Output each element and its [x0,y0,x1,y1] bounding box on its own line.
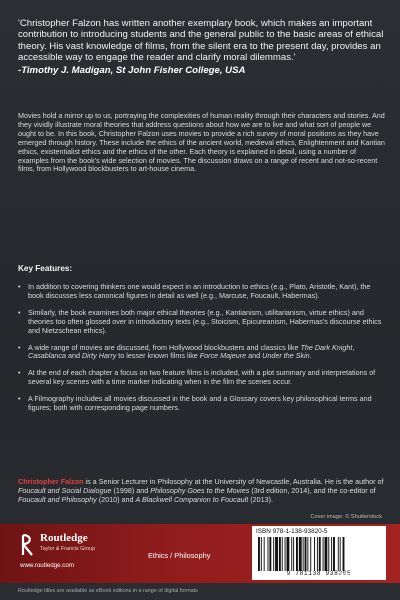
text-segment: . [309,351,312,361]
ebook-footer-note: Routledge titles are available as eBook editions in a range of digital formats [18,588,198,594]
italic-title: Casablanca [28,351,66,361]
text-segment: and [246,351,263,361]
text-segment: (2010) and [96,494,136,504]
publisher-group: Taylor & Francis Group [40,546,96,552]
italic-title: Philosophy Goes to the Movies [150,485,250,495]
bullet-icon: • [18,307,21,317]
publisher-url[interactable]: www.routledge.com [20,562,74,569]
text-segment: (1998) and [111,485,151,495]
italic-title: A Blackwell Companion to Foucault [135,494,249,504]
endorsement-quote [18,18,384,76]
quote-text: 'Christopher Falzon has written another exemplary book, which makes an important contribution to introducing students and the general public to the basic areas of ethical theory. His vast knowledge of films, from the silent era to the present day, provides an accessible way to engage the reader and clarify moral dilemmas.' [18,18,384,64]
italic-title: Dirty Harry [81,351,117,361]
feature-text [28,343,354,361]
italic-title: Under the Skin [262,351,310,361]
book-description: Movies hold a mirror up to us, portraying the complexities of human reality through their characters and stories. And they vividly illustrate moral theories that address questions about how we are to live and what sort of people we ought to be. In this book, Christopher Falzon uses movies to provide a rich survey of moral positions as they have emerged through history. These include the ethics of the ancient world, medieval ethics, Enlightenment and Kantian ethics, existentialist ethics and the ethics of the other. Each theory is explained in detail, using a number of examples from the book's wide selection of movies. The discussion draws on a range of recent and not-so-recent films, from Hollywood blockbusters to art-house cinema. [18,111,385,174]
bullet-icon: • [18,368,21,378]
key-features-list [18,283,384,421]
feature-text [28,368,375,386]
barcode-icon [256,537,382,571]
feature-text [28,394,372,412]
feature-item [18,344,384,362]
isbn-label: ISBN 978-1-138-93820-5 [256,528,328,535]
feature-item [18,309,384,336]
text-segment: Similarly, the book examines both major ethical theories (e.g., Kantianism, utilitarianism, virtue ethics) and theories too often glossed over in introductory texts (e.g., Stoicism, Epicureanism, Habermas's discourse ethics and Nietzschean ethics). [28,307,382,335]
italic-title: Foucault and Social Dialogue [18,485,112,495]
italic-title: Foucault and Philosophy [18,494,97,504]
text-segment: (2013). [248,494,274,504]
bullet-icon: • [18,342,21,352]
bullet-icon: • [18,394,21,404]
text-segment: At the end of each chapter a focus on two feature films is included, with a plot summary and interpretations of several key scenes with a time marker indicating when in the film the scenes occur. [28,368,376,387]
quote-attribution: -Timothy J. Madigan, St John Fisher College, USA [18,64,246,76]
author-name: Christopher Falzon [18,477,84,486]
text-segment: to lesser known films like [116,351,200,361]
text-segment: A wide range of movies are discussed, from Hollywood blockbusters and classics like [28,342,301,352]
barcode-digits: 9 781138 938205 [286,570,352,577]
text-segment: and [65,351,82,361]
feature-item [18,369,384,387]
feature-text [28,308,381,335]
text-segment: In addition to covering thinkers one would expect in an introduction to ethics (e.g., Plato, Aristotle, Kant), the book discusses less canonical figures in detail as well (e.g., Marcuse, Foucault, Habermas). [28,282,371,300]
text-segment: A Filmography includes all movies discussed in the book and a Glossary covers key philosophical terms and figures; both with corresponding page numbers. [28,394,372,413]
key-features-heading: Key Features: [18,264,73,273]
publisher-name: Routledge [40,532,88,544]
text-segment: is a Senior Lecturer in Philosophy at the University of Newcastle, Australia. He is the author of [83,477,384,486]
text-segment: , [352,342,355,352]
text-segment: (3rd edition, 2014), and the co-editor of [249,485,376,495]
routledge-logo-icon [20,534,36,556]
cover-image-credit: Cover image: © Shutterstock [310,514,382,520]
informa-tagline: an informa business [337,572,386,578]
author-bio [18,478,386,505]
subject-category: Ethics / Philosophy [148,551,211,560]
italic-title: Force Majeure [199,351,247,361]
feature-item [18,283,384,301]
italic-title: The Dark Knight [300,342,353,352]
feature-item [18,395,384,413]
feature-text [28,282,370,300]
bullet-icon: • [18,282,21,291]
